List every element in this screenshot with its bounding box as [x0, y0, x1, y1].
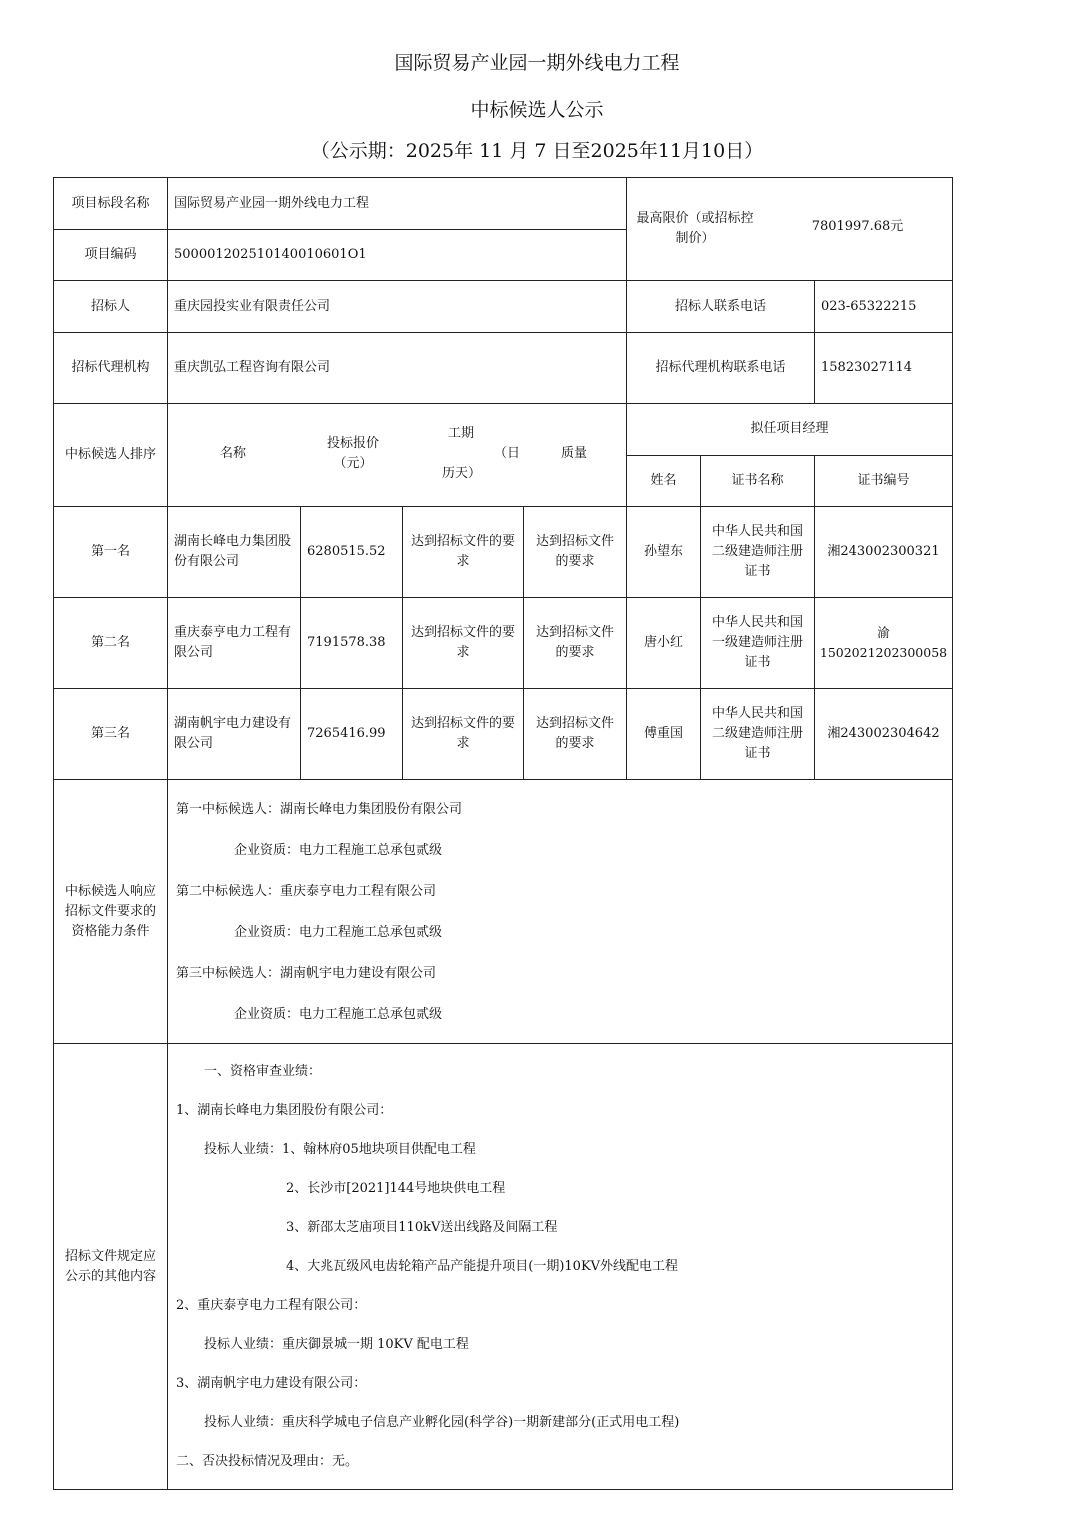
period-header: 工期	[448, 426, 475, 441]
bid-price: 6280515.52	[301, 507, 403, 598]
other-line: 一、资格审查业绩：	[204, 1064, 322, 1079]
qualification-label: 中标候选人响应招标文件要求的资格能力条件	[54, 780, 168, 1044]
quality: 达到招标文件的要求	[524, 507, 627, 598]
table-row	[54, 689, 953, 780]
qualification-line: 第三中标候选人：湖南帆宇电力建设有限公司	[176, 965, 437, 981]
qualification-line: 企业资质：电力工程施工总承包贰级	[234, 1006, 443, 1022]
project-name-label: 项目标段名称	[54, 178, 168, 230]
quality-header: 质量	[561, 446, 588, 461]
candidate-name: 湖南帆宇电力建设有限公司	[168, 689, 301, 780]
table-row	[54, 507, 953, 598]
period-header-cal: 历天）	[442, 466, 482, 481]
publicity-period: （公示期：2025年 11 月 7 日至2025年11月10日）	[310, 140, 764, 162]
max-price: 7801997.68元	[811, 219, 904, 234]
qualification-line: 第二中标候选人：重庆泰亨电力工程有限公司	[176, 883, 437, 899]
manager-name-header: 姓名	[627, 455, 701, 507]
project-name: 国际贸易产业园一期外线电力工程	[168, 178, 627, 230]
manager-name: 孙望东	[627, 507, 701, 598]
other-content	[168, 1044, 953, 1490]
tenderer-phone: 023-65322215	[815, 281, 953, 333]
other-content-label: 招标文件规定应公示的其他内容	[54, 1044, 168, 1490]
period-header-unit: （日	[494, 446, 521, 461]
other-line: 投标人业绩：重庆科学城电子信息产业孵化园(科学谷)一期新建部分(正式用电工程)	[204, 1415, 680, 1430]
manager-name: 傅重国	[627, 689, 701, 780]
other-line: 投标人业绩：重庆御景城一期 10KV 配电工程	[204, 1337, 469, 1352]
cert-name-header: 证书名称	[701, 455, 815, 507]
quality: 达到招标文件的要求	[524, 598, 627, 689]
candidate-header-cell	[168, 404, 627, 507]
other-line: 3、湖南帆宇电力建设有限公司：	[176, 1376, 367, 1391]
period: 达到招标文件的要求	[403, 507, 524, 598]
max-price-cell	[627, 178, 953, 281]
manager-name: 唐小红	[627, 598, 701, 689]
manager-header: 拟任项目经理	[627, 404, 953, 456]
period: 达到招标文件的要求	[403, 598, 524, 689]
candidate-name: 湖南长峰电力集团股份有限公司	[168, 507, 301, 598]
tenderer-phone-label: 招标人联系电话	[627, 281, 815, 333]
other-line: 2、重庆泰亨电力工程有限公司：	[176, 1298, 367, 1313]
agency: 重庆凯弘工程咨询有限公司	[168, 333, 627, 404]
cert-no: 渝1502021202300058	[815, 598, 953, 689]
project-code: 500001202510140010601O1	[168, 230, 627, 281]
project-code-label: 项目编码	[54, 230, 168, 281]
other-line: 投标人业绩：1、翰林府05地块项目供配电工程	[204, 1142, 476, 1157]
tenderer-label: 招标人	[54, 281, 168, 333]
cert-name: 中华人民共和国一级建造师注册证书	[701, 598, 815, 689]
max-price-label: 最高限价（或招标控制价）	[636, 211, 754, 246]
cert-no-header: 证书编号	[815, 455, 953, 507]
qualification-line: 企业资质：电力工程施工总承包贰级	[234, 842, 443, 858]
candidate-name: 重庆泰亨电力工程有限公司	[168, 598, 301, 689]
cert-name: 中华人民共和国二级建造师注册证书	[701, 689, 815, 780]
cert-no: 湘243002300321	[815, 507, 953, 598]
rank: 第一名	[54, 507, 168, 598]
agency-phone: 15823027114	[815, 333, 953, 404]
bid-candidate-table	[53, 177, 953, 1490]
page-subtitle: 中标候选人公示	[470, 99, 604, 121]
tenderer: 重庆园投实业有限责任公司	[168, 281, 627, 333]
agency-label: 招标代理机构	[54, 333, 168, 404]
cert-name: 中华人民共和国二级建造师注册证书	[701, 507, 815, 598]
rank: 第二名	[54, 598, 168, 689]
rank-header: 中标候选人排序	[54, 404, 168, 507]
other-line: 2、长沙市[2021]144号地块供电工程	[286, 1181, 506, 1196]
agency-phone-label: 招标代理机构联系电话	[627, 333, 815, 404]
rank: 第三名	[54, 689, 168, 780]
quality: 达到招标文件的要求	[524, 689, 627, 780]
bid-price: 7265416.99	[301, 689, 403, 780]
other-line: 二、否决投标情况及理由：无。	[176, 1454, 359, 1469]
other-line: 3、新邵太芝庙项目110kV送出线路及间隔工程	[286, 1220, 558, 1235]
table-row	[54, 598, 953, 689]
cert-no: 湘243002304642	[815, 689, 953, 780]
qualification-content	[168, 780, 953, 1044]
period: 达到招标文件的要求	[403, 689, 524, 780]
name-header: 名称	[220, 446, 247, 461]
qualification-line: 第一中标候选人：湖南长峰电力集团股份有限公司	[176, 801, 463, 817]
qualification-line: 企业资质：电力工程施工总承包贰级	[234, 924, 443, 940]
page-title: 国际贸易产业园一期外线电力工程	[394, 52, 680, 74]
other-line: 1、湖南长峰电力集团股份有限公司：	[176, 1103, 393, 1118]
other-line: 4、大兆瓦级风电齿轮箱产品产能提升项目(一期)10KV外线配电工程	[286, 1259, 679, 1274]
price-header: 投标报价（元）	[326, 436, 379, 471]
bid-price: 7191578.38	[301, 598, 403, 689]
